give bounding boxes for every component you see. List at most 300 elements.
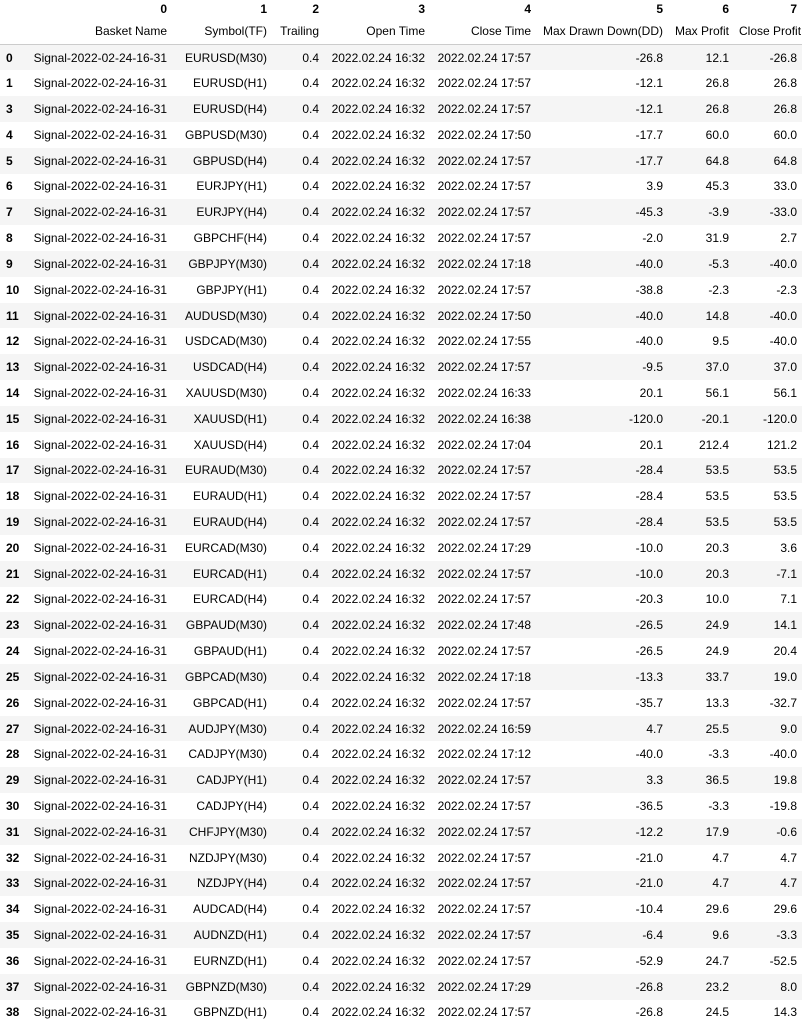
symbol-cell: EURCAD(H1) bbox=[172, 561, 272, 587]
close-time-cell: 2022.02.24 17:57 bbox=[430, 96, 536, 122]
trailing-cell: 0.4 bbox=[272, 587, 324, 613]
close-time-cell: 2022.02.24 17:57 bbox=[430, 45, 536, 71]
column-name-row bbox=[0, 18, 802, 45]
row-index: 30 bbox=[0, 793, 27, 819]
close-profit-cell: -40.0 bbox=[734, 303, 802, 329]
close-profit-cell: 53.5 bbox=[734, 509, 802, 535]
symbol-cell: GBPCHF(H4) bbox=[172, 225, 272, 251]
max-drawdown-cell: -28.4 bbox=[536, 509, 668, 535]
basket-name-cell: Signal-2022-02-24-16-31 bbox=[27, 561, 172, 587]
close-profit-cell: 20.4 bbox=[734, 638, 802, 664]
close-time-cell: 2022.02.24 17:57 bbox=[430, 70, 536, 96]
row-index: 11 bbox=[0, 303, 27, 329]
max-drawdown-cell: -21.0 bbox=[536, 845, 668, 871]
basket-name-cell: Signal-2022-02-24-16-31 bbox=[27, 1000, 172, 1025]
open-time-cell: 2022.02.24 16:32 bbox=[324, 122, 430, 148]
close-time-cell: 2022.02.24 17:55 bbox=[430, 328, 536, 354]
basket-name-cell: Signal-2022-02-24-16-31 bbox=[27, 354, 172, 380]
basket-name-cell: Signal-2022-02-24-16-31 bbox=[27, 690, 172, 716]
row-index: 13 bbox=[0, 354, 27, 380]
row-index: 7 bbox=[0, 199, 27, 225]
column-index: 4 bbox=[430, 0, 536, 18]
max-drawdown-cell: 20.1 bbox=[536, 432, 668, 458]
close-time-cell: 2022.02.24 17:57 bbox=[430, 225, 536, 251]
basket-name-cell: Signal-2022-02-24-16-31 bbox=[27, 819, 172, 845]
row-index: 19 bbox=[0, 509, 27, 535]
basket-name-cell: Signal-2022-02-24-16-31 bbox=[27, 458, 172, 484]
close-profit-cell: 14.3 bbox=[734, 1000, 802, 1025]
open-time-cell: 2022.02.24 16:32 bbox=[324, 458, 430, 484]
symbol-cell: GBPNZD(M30) bbox=[172, 974, 272, 1000]
table-row bbox=[0, 819, 802, 845]
max-profit-cell: 45.3 bbox=[668, 174, 734, 200]
row-index: 3 bbox=[0, 96, 27, 122]
close-time-cell: 2022.02.24 17:50 bbox=[430, 122, 536, 148]
corner-cell bbox=[0, 0, 27, 18]
max-drawdown-cell: -2.0 bbox=[536, 225, 668, 251]
max-drawdown-cell: -40.0 bbox=[536, 328, 668, 354]
row-index: 16 bbox=[0, 432, 27, 458]
symbol-cell: AUDNZD(H1) bbox=[172, 922, 272, 948]
trailing-cell: 0.4 bbox=[272, 303, 324, 329]
basket-name-cell: Signal-2022-02-24-16-31 bbox=[27, 406, 172, 432]
max-drawdown-cell: 20.1 bbox=[536, 380, 668, 406]
close-time-cell: 2022.02.24 17:57 bbox=[430, 174, 536, 200]
symbol-cell: XAUUSD(H1) bbox=[172, 406, 272, 432]
table-row bbox=[0, 845, 802, 871]
row-index: 22 bbox=[0, 587, 27, 613]
trailing-cell: 0.4 bbox=[272, 70, 324, 96]
row-index: 0 bbox=[0, 45, 27, 71]
close-profit-cell: 9.0 bbox=[734, 716, 802, 742]
basket-name-cell: Signal-2022-02-24-16-31 bbox=[27, 741, 172, 767]
max-drawdown-cell: -12.1 bbox=[536, 70, 668, 96]
max-profit-cell: 24.7 bbox=[668, 948, 734, 974]
column-header-max-drawdown: Max Drawn Down(DD) bbox=[536, 18, 668, 45]
basket-name-cell: Signal-2022-02-24-16-31 bbox=[27, 174, 172, 200]
max-profit-cell: 26.8 bbox=[668, 96, 734, 122]
column-index: 1 bbox=[172, 0, 272, 18]
basket-name-cell: Signal-2022-02-24-16-31 bbox=[27, 45, 172, 71]
basket-name-cell: Signal-2022-02-24-16-31 bbox=[27, 896, 172, 922]
close-time-cell: 2022.02.24 17:12 bbox=[430, 741, 536, 767]
close-time-cell: 2022.02.24 17:57 bbox=[430, 845, 536, 871]
close-profit-cell: -32.7 bbox=[734, 690, 802, 716]
open-time-cell: 2022.02.24 16:32 bbox=[324, 483, 430, 509]
open-time-cell: 2022.02.24 16:32 bbox=[324, 328, 430, 354]
column-index: 3 bbox=[324, 0, 430, 18]
close-time-cell: 2022.02.24 17:57 bbox=[430, 1000, 536, 1025]
trailing-cell: 0.4 bbox=[272, 690, 324, 716]
close-profit-cell: 29.6 bbox=[734, 896, 802, 922]
symbol-cell: EURAUD(H4) bbox=[172, 509, 272, 535]
open-time-cell: 2022.02.24 16:32 bbox=[324, 664, 430, 690]
close-profit-cell: 64.8 bbox=[734, 148, 802, 174]
close-time-cell: 2022.02.24 17:57 bbox=[430, 896, 536, 922]
close-profit-cell: -33.0 bbox=[734, 199, 802, 225]
row-index: 31 bbox=[0, 819, 27, 845]
open-time-cell: 2022.02.24 16:32 bbox=[324, 767, 430, 793]
row-index: 37 bbox=[0, 974, 27, 1000]
basket-name-cell: Signal-2022-02-24-16-31 bbox=[27, 716, 172, 742]
close-profit-cell: 19.8 bbox=[734, 767, 802, 793]
symbol-cell: EURCAD(H4) bbox=[172, 587, 272, 613]
max-profit-cell: 53.5 bbox=[668, 458, 734, 484]
open-time-cell: 2022.02.24 16:32 bbox=[324, 354, 430, 380]
column-index: 6 bbox=[668, 0, 734, 18]
table-row bbox=[0, 612, 802, 638]
trailing-cell: 0.4 bbox=[272, 819, 324, 845]
max-profit-cell: -3.9 bbox=[668, 199, 734, 225]
basket-name-cell: Signal-2022-02-24-16-31 bbox=[27, 535, 172, 561]
symbol-cell: GBPUSD(M30) bbox=[172, 122, 272, 148]
max-drawdown-cell: -26.8 bbox=[536, 1000, 668, 1025]
basket-name-cell: Signal-2022-02-24-16-31 bbox=[27, 96, 172, 122]
row-index: 1 bbox=[0, 70, 27, 96]
row-index: 15 bbox=[0, 406, 27, 432]
basket-name-cell: Signal-2022-02-24-16-31 bbox=[27, 328, 172, 354]
column-header-basket-name: Basket Name bbox=[27, 18, 172, 45]
open-time-cell: 2022.02.24 16:32 bbox=[324, 716, 430, 742]
max-profit-cell: 212.4 bbox=[668, 432, 734, 458]
close-profit-cell: 8.0 bbox=[734, 974, 802, 1000]
close-profit-cell: 4.7 bbox=[734, 845, 802, 871]
table-row bbox=[0, 896, 802, 922]
max-drawdown-cell: -9.5 bbox=[536, 354, 668, 380]
close-time-cell: 2022.02.24 17:57 bbox=[430, 509, 536, 535]
close-profit-cell: -2.3 bbox=[734, 277, 802, 303]
trailing-cell: 0.4 bbox=[272, 974, 324, 1000]
max-profit-cell: 24.9 bbox=[668, 638, 734, 664]
basket-name-cell: Signal-2022-02-24-16-31 bbox=[27, 871, 172, 897]
symbol-cell: AUDUSD(M30) bbox=[172, 303, 272, 329]
open-time-cell: 2022.02.24 16:32 bbox=[324, 96, 430, 122]
symbol-cell: CHFJPY(M30) bbox=[172, 819, 272, 845]
table-row bbox=[0, 948, 802, 974]
close-time-cell: 2022.02.24 17:57 bbox=[430, 277, 536, 303]
trailing-cell: 0.4 bbox=[272, 174, 324, 200]
trailing-cell: 0.4 bbox=[272, 483, 324, 509]
table-row bbox=[0, 974, 802, 1000]
max-profit-cell: -20.1 bbox=[668, 406, 734, 432]
close-profit-cell: 3.6 bbox=[734, 535, 802, 561]
row-index: 8 bbox=[0, 225, 27, 251]
basket-name-cell: Signal-2022-02-24-16-31 bbox=[27, 70, 172, 96]
trailing-cell: 0.4 bbox=[272, 380, 324, 406]
trailing-cell: 0.4 bbox=[272, 1000, 324, 1025]
basket-name-cell: Signal-2022-02-24-16-31 bbox=[27, 277, 172, 303]
close-profit-cell: -40.0 bbox=[734, 251, 802, 277]
trailing-cell: 0.4 bbox=[272, 148, 324, 174]
max-profit-cell: -3.3 bbox=[668, 793, 734, 819]
max-profit-cell: 9.6 bbox=[668, 922, 734, 948]
max-drawdown-cell: -38.8 bbox=[536, 277, 668, 303]
trailing-cell: 0.4 bbox=[272, 432, 324, 458]
column-header-close-profit: Close Profit bbox=[734, 18, 802, 45]
row-index: 5 bbox=[0, 148, 27, 174]
trailing-cell: 0.4 bbox=[272, 509, 324, 535]
close-profit-cell: -26.8 bbox=[734, 45, 802, 71]
table-row bbox=[0, 509, 802, 535]
max-profit-cell: 9.5 bbox=[668, 328, 734, 354]
symbol-cell: XAUUSD(M30) bbox=[172, 380, 272, 406]
row-index: 36 bbox=[0, 948, 27, 974]
max-profit-cell: 4.7 bbox=[668, 871, 734, 897]
open-time-cell: 2022.02.24 16:32 bbox=[324, 380, 430, 406]
close-profit-cell: -120.0 bbox=[734, 406, 802, 432]
trailing-cell: 0.4 bbox=[272, 199, 324, 225]
trailing-cell: 0.4 bbox=[272, 948, 324, 974]
max-profit-cell: 20.3 bbox=[668, 535, 734, 561]
column-header-trailing: Trailing bbox=[272, 18, 324, 45]
symbol-cell: USDCAD(M30) bbox=[172, 328, 272, 354]
open-time-cell: 2022.02.24 16:32 bbox=[324, 948, 430, 974]
basket-name-cell: Signal-2022-02-24-16-31 bbox=[27, 767, 172, 793]
open-time-cell: 2022.02.24 16:32 bbox=[324, 871, 430, 897]
row-index: 24 bbox=[0, 638, 27, 664]
table-row bbox=[0, 690, 802, 716]
symbol-cell: GBPUSD(H4) bbox=[172, 148, 272, 174]
trailing-cell: 0.4 bbox=[272, 664, 324, 690]
max-drawdown-cell: -17.7 bbox=[536, 122, 668, 148]
open-time-cell: 2022.02.24 16:32 bbox=[324, 819, 430, 845]
max-drawdown-cell: -6.4 bbox=[536, 922, 668, 948]
open-time-cell: 2022.02.24 16:32 bbox=[324, 638, 430, 664]
max-drawdown-cell: 3.9 bbox=[536, 174, 668, 200]
close-time-cell: 2022.02.24 17:18 bbox=[430, 664, 536, 690]
open-time-cell: 2022.02.24 16:32 bbox=[324, 432, 430, 458]
open-time-cell: 2022.02.24 16:32 bbox=[324, 303, 430, 329]
max-drawdown-cell: -36.5 bbox=[536, 793, 668, 819]
symbol-cell: AUDJPY(M30) bbox=[172, 716, 272, 742]
open-time-cell: 2022.02.24 16:32 bbox=[324, 974, 430, 1000]
close-time-cell: 2022.02.24 17:57 bbox=[430, 948, 536, 974]
max-profit-cell: 64.8 bbox=[668, 148, 734, 174]
max-drawdown-cell: -45.3 bbox=[536, 199, 668, 225]
close-time-cell: 2022.02.24 17:57 bbox=[430, 354, 536, 380]
open-time-cell: 2022.02.24 16:32 bbox=[324, 199, 430, 225]
max-drawdown-cell: -10.0 bbox=[536, 561, 668, 587]
open-time-cell: 2022.02.24 16:32 bbox=[324, 70, 430, 96]
close-profit-cell: 7.1 bbox=[734, 587, 802, 613]
basket-name-cell: Signal-2022-02-24-16-31 bbox=[27, 509, 172, 535]
row-index: 20 bbox=[0, 535, 27, 561]
trailing-cell: 0.4 bbox=[272, 741, 324, 767]
table-row bbox=[0, 251, 802, 277]
close-profit-cell: 19.0 bbox=[734, 664, 802, 690]
max-profit-cell: 26.8 bbox=[668, 70, 734, 96]
open-time-cell: 2022.02.24 16:32 bbox=[324, 896, 430, 922]
close-time-cell: 2022.02.24 17:57 bbox=[430, 819, 536, 845]
max-profit-cell: 25.5 bbox=[668, 716, 734, 742]
close-time-cell: 2022.02.24 17:57 bbox=[430, 690, 536, 716]
max-drawdown-cell: -28.4 bbox=[536, 458, 668, 484]
close-profit-cell: 60.0 bbox=[734, 122, 802, 148]
row-index: 9 bbox=[0, 251, 27, 277]
trailing-cell: 0.4 bbox=[272, 277, 324, 303]
table-row bbox=[0, 871, 802, 897]
max-drawdown-cell: -35.7 bbox=[536, 690, 668, 716]
max-drawdown-cell: -12.1 bbox=[536, 96, 668, 122]
row-index: 28 bbox=[0, 741, 27, 767]
max-drawdown-cell: -26.5 bbox=[536, 638, 668, 664]
close-time-cell: 2022.02.24 17:29 bbox=[430, 974, 536, 1000]
row-index: 21 bbox=[0, 561, 27, 587]
max-profit-cell: -2.3 bbox=[668, 277, 734, 303]
close-time-cell: 2022.02.24 17:57 bbox=[430, 561, 536, 587]
column-header-symbol: Symbol(TF) bbox=[172, 18, 272, 45]
close-profit-cell: 121.2 bbox=[734, 432, 802, 458]
column-index: 2 bbox=[272, 0, 324, 18]
close-time-cell: 2022.02.24 17:57 bbox=[430, 638, 536, 664]
symbol-cell: GBPCAD(M30) bbox=[172, 664, 272, 690]
open-time-cell: 2022.02.24 16:32 bbox=[324, 225, 430, 251]
trailing-cell: 0.4 bbox=[272, 45, 324, 71]
max-profit-cell: 29.6 bbox=[668, 896, 734, 922]
close-time-cell: 2022.02.24 17:29 bbox=[430, 535, 536, 561]
row-index: 4 bbox=[0, 122, 27, 148]
trailing-cell: 0.4 bbox=[272, 328, 324, 354]
max-drawdown-cell: -40.0 bbox=[536, 251, 668, 277]
max-profit-cell: 13.3 bbox=[668, 690, 734, 716]
max-profit-cell: 12.1 bbox=[668, 45, 734, 71]
trailing-cell: 0.4 bbox=[272, 871, 324, 897]
trailing-cell: 0.4 bbox=[272, 767, 324, 793]
trailing-cell: 0.4 bbox=[272, 793, 324, 819]
row-index: 34 bbox=[0, 896, 27, 922]
max-profit-cell: 60.0 bbox=[668, 122, 734, 148]
close-time-cell: 2022.02.24 17:50 bbox=[430, 303, 536, 329]
basket-name-cell: Signal-2022-02-24-16-31 bbox=[27, 948, 172, 974]
open-time-cell: 2022.02.24 16:32 bbox=[324, 561, 430, 587]
max-profit-cell: 20.3 bbox=[668, 561, 734, 587]
trailing-cell: 0.4 bbox=[272, 251, 324, 277]
basket-name-cell: Signal-2022-02-24-16-31 bbox=[27, 845, 172, 871]
basket-name-cell: Signal-2022-02-24-16-31 bbox=[27, 483, 172, 509]
table-row bbox=[0, 922, 802, 948]
table-row bbox=[0, 122, 802, 148]
open-time-cell: 2022.02.24 16:32 bbox=[324, 535, 430, 561]
basket-name-cell: Signal-2022-02-24-16-31 bbox=[27, 199, 172, 225]
table-row bbox=[0, 354, 802, 380]
open-time-cell: 2022.02.24 16:32 bbox=[324, 251, 430, 277]
basket-name-cell: Signal-2022-02-24-16-31 bbox=[27, 638, 172, 664]
max-drawdown-cell: -17.7 bbox=[536, 148, 668, 174]
trailing-cell: 0.4 bbox=[272, 535, 324, 561]
row-index: 18 bbox=[0, 483, 27, 509]
symbol-cell: EURAUD(H1) bbox=[172, 483, 272, 509]
symbol-cell: EURNZD(H1) bbox=[172, 948, 272, 974]
max-profit-cell: 14.8 bbox=[668, 303, 734, 329]
max-drawdown-cell: -21.0 bbox=[536, 871, 668, 897]
symbol-cell: EURAUD(M30) bbox=[172, 458, 272, 484]
table-row bbox=[0, 70, 802, 96]
trailing-cell: 0.4 bbox=[272, 225, 324, 251]
basket-name-cell: Signal-2022-02-24-16-31 bbox=[27, 587, 172, 613]
symbol-cell: USDCAD(H4) bbox=[172, 354, 272, 380]
open-time-cell: 2022.02.24 16:32 bbox=[324, 174, 430, 200]
max-drawdown-cell: -26.8 bbox=[536, 974, 668, 1000]
row-index: 32 bbox=[0, 845, 27, 871]
symbol-cell: EURJPY(H4) bbox=[172, 199, 272, 225]
close-profit-cell: -3.3 bbox=[734, 922, 802, 948]
close-profit-cell: 37.0 bbox=[734, 354, 802, 380]
symbol-cell: EURUSD(M30) bbox=[172, 45, 272, 71]
close-profit-cell: -7.1 bbox=[734, 561, 802, 587]
basket-name-cell: Signal-2022-02-24-16-31 bbox=[27, 251, 172, 277]
table-row bbox=[0, 148, 802, 174]
max-profit-cell: 24.5 bbox=[668, 1000, 734, 1025]
open-time-cell: 2022.02.24 16:32 bbox=[324, 612, 430, 638]
close-time-cell: 2022.02.24 17:57 bbox=[430, 793, 536, 819]
row-index-header bbox=[0, 18, 27, 45]
row-index: 23 bbox=[0, 612, 27, 638]
symbol-cell: GBPCAD(H1) bbox=[172, 690, 272, 716]
close-profit-cell: 53.5 bbox=[734, 483, 802, 509]
trailing-cell: 0.4 bbox=[272, 612, 324, 638]
trailing-cell: 0.4 bbox=[272, 716, 324, 742]
table-row bbox=[0, 483, 802, 509]
row-index: 29 bbox=[0, 767, 27, 793]
basket-name-cell: Signal-2022-02-24-16-31 bbox=[27, 432, 172, 458]
trailing-cell: 0.4 bbox=[272, 354, 324, 380]
close-profit-cell: -0.6 bbox=[734, 819, 802, 845]
max-profit-cell: 31.9 bbox=[668, 225, 734, 251]
table-row bbox=[0, 716, 802, 742]
table-row bbox=[0, 767, 802, 793]
column-index: 5 bbox=[536, 0, 668, 18]
close-time-cell: 2022.02.24 17:57 bbox=[430, 458, 536, 484]
symbol-cell: CADJPY(M30) bbox=[172, 741, 272, 767]
table-row bbox=[0, 406, 802, 432]
open-time-cell: 2022.02.24 16:32 bbox=[324, 922, 430, 948]
close-time-cell: 2022.02.24 16:38 bbox=[430, 406, 536, 432]
row-index: 35 bbox=[0, 922, 27, 948]
close-profit-cell: -52.5 bbox=[734, 948, 802, 974]
trailing-cell: 0.4 bbox=[272, 922, 324, 948]
trailing-cell: 0.4 bbox=[272, 845, 324, 871]
max-drawdown-cell: -120.0 bbox=[536, 406, 668, 432]
max-profit-cell: 33.7 bbox=[668, 664, 734, 690]
trailing-cell: 0.4 bbox=[272, 458, 324, 484]
open-time-cell: 2022.02.24 16:32 bbox=[324, 793, 430, 819]
close-profit-cell: -40.0 bbox=[734, 328, 802, 354]
open-time-cell: 2022.02.24 16:32 bbox=[324, 587, 430, 613]
open-time-cell: 2022.02.24 16:32 bbox=[324, 45, 430, 71]
table-row bbox=[0, 96, 802, 122]
table-row bbox=[0, 45, 802, 71]
table-row bbox=[0, 535, 802, 561]
max-drawdown-cell: -52.9 bbox=[536, 948, 668, 974]
trailing-cell: 0.4 bbox=[272, 96, 324, 122]
symbol-cell: EURUSD(H1) bbox=[172, 70, 272, 96]
close-profit-cell: 33.0 bbox=[734, 174, 802, 200]
row-index: 25 bbox=[0, 664, 27, 690]
close-profit-cell: -19.8 bbox=[734, 793, 802, 819]
row-index: 38 bbox=[0, 1000, 27, 1025]
symbol-cell: XAUUSD(H4) bbox=[172, 432, 272, 458]
table-row bbox=[0, 432, 802, 458]
basket-name-cell: Signal-2022-02-24-16-31 bbox=[27, 793, 172, 819]
symbol-cell: GBPAUD(M30) bbox=[172, 612, 272, 638]
open-time-cell: 2022.02.24 16:32 bbox=[324, 277, 430, 303]
symbol-cell: NZDJPY(M30) bbox=[172, 845, 272, 871]
max-profit-cell: 56.1 bbox=[668, 380, 734, 406]
table-body bbox=[0, 45, 802, 1025]
max-profit-cell: 53.5 bbox=[668, 509, 734, 535]
basket-name-cell: Signal-2022-02-24-16-31 bbox=[27, 380, 172, 406]
close-time-cell: 2022.02.24 17:48 bbox=[430, 612, 536, 638]
